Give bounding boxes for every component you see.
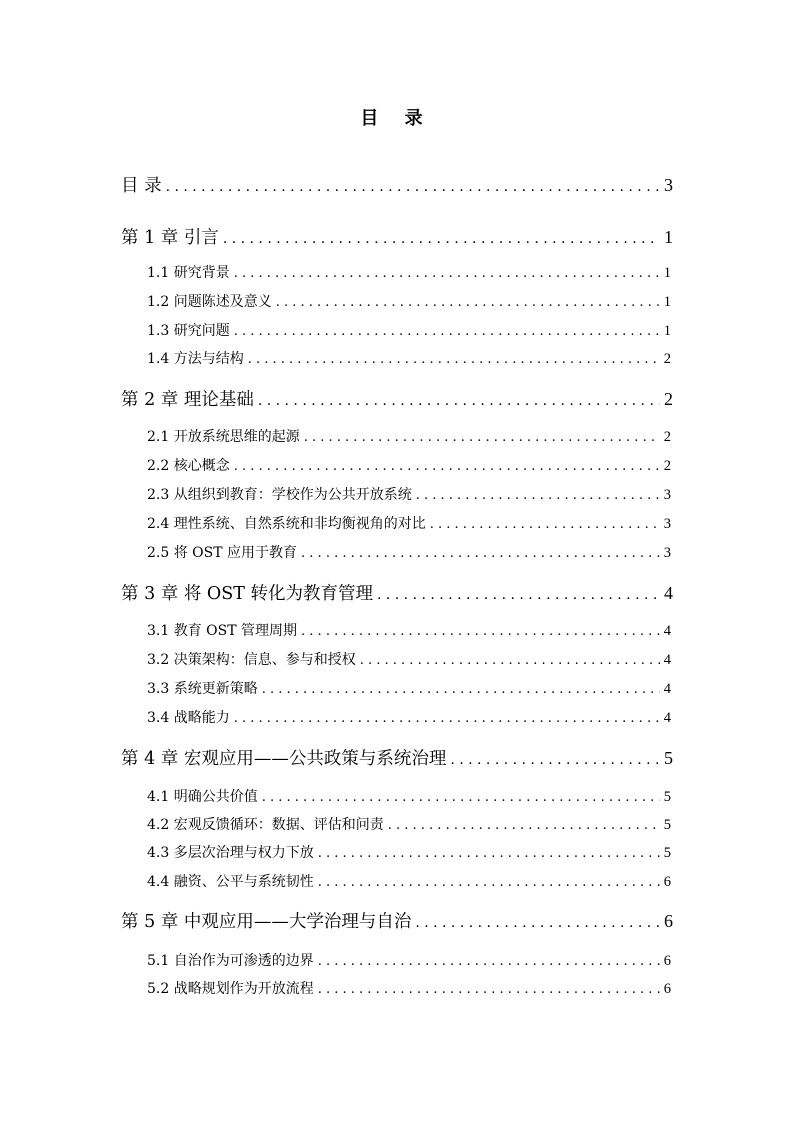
toc-entry-label: 3.3 系统更新策略 [147,681,258,697]
toc-title: 目 录 [360,108,433,129]
toc-entry[interactable] [147,320,671,340]
toc-entry[interactable] [121,580,673,605]
toc-entry-page: 2 [664,389,673,409]
dot-leader [304,430,660,445]
toc-entry[interactable] [147,786,671,806]
toc-entry-label: 目 录 [121,176,162,196]
toc-entry-page: 4 [663,710,671,726]
toc-entry[interactable] [121,386,673,411]
toc-entry-page: 4 [663,652,671,668]
toc-entry[interactable] [121,172,673,197]
toc-entry-page: 2 [663,351,671,367]
toc-entry[interactable] [147,426,671,446]
toc-entry[interactable] [121,745,673,770]
toc-entry[interactable] [147,291,671,311]
toc-entry[interactable] [147,513,671,533]
toc-entry-label: 4.4 融资、公平与系统韧性 [147,874,314,890]
toc-entry-page: 4 [664,583,673,603]
toc-entry-page: 1 [663,294,671,310]
toc-entry-page: 3 [663,516,671,532]
toc-entry-label: 2.3 从组织到教育：学校作为公共开放系统 [147,487,412,503]
toc-entry-page: 1 [663,323,671,339]
dot-leader [301,546,660,561]
toc-entry-page: 2 [663,458,671,474]
toc-entry-label: 5.2 战略规划作为开放流程 [147,981,314,997]
dot-leader [377,587,660,603]
toc-entry-page: 1 [664,227,673,247]
toc-entry-label: 第 4 章 宏观应用——公共政策与系统治理 [121,749,447,769]
dot-leader [318,875,660,890]
dot-leader [388,818,660,833]
dot-leader [416,488,660,503]
dot-leader [360,653,660,668]
dot-leader [415,915,660,931]
toc-entry-page: 3 [663,487,671,503]
dot-leader [301,624,660,639]
toc-entry-label: 2.4 理性系统、自然系统和非均衡视角的对比 [147,516,426,532]
dot-leader [276,295,660,310]
dot-leader [318,846,660,861]
toc-entry-label: 4.3 多层次治理与权力下放 [147,845,314,861]
toc-entry-label: 1.3 研究问题 [147,323,230,339]
dot-leader [262,790,660,805]
toc-entry-page: 2 [663,429,671,445]
dot-leader [234,324,660,339]
toc-entry-page: 5 [663,845,671,861]
dot-leader [430,517,660,532]
toc-entry[interactable] [147,871,671,891]
toc-entry-page: 5 [663,817,671,833]
dot-leader [450,752,660,768]
toc-entry[interactable] [121,224,673,249]
toc-entry-label: 1.2 问题陈述及意义 [147,294,272,310]
toc-entry-page: 5 [663,789,671,805]
dot-leader [234,459,660,474]
dot-leader [318,982,660,997]
toc-entry-page: 6 [663,981,671,997]
dot-leader [258,393,660,409]
toc-entry-page: 3 [664,175,673,195]
toc-entry-label: 4.2 宏观反馈循环：数据、评估和问责 [147,817,384,833]
toc-entry-page: 6 [663,874,671,890]
toc-entry-label: 1.4 方法与结构 [147,351,244,367]
toc-entry-label: 第 3 章 将 OST 转化为教育管理 [121,584,373,604]
toc-entry-page: 6 [663,953,671,969]
toc-entry[interactable] [147,262,671,282]
dot-leader [234,711,660,726]
toc-entry[interactable] [147,842,671,862]
toc-entry-page: 3 [663,545,671,561]
toc-entry[interactable] [147,348,671,368]
toc-entry[interactable] [147,484,671,504]
toc-entry-label: 3.1 教育 OST 管理周期 [147,623,298,639]
dot-leader [166,179,660,195]
toc-entry-page: 4 [663,623,671,639]
toc-entry-label: 第 1 章 引言 [121,228,219,248]
toc-entry[interactable] [147,455,671,475]
toc-entry-label: 1.1 研究背景 [147,265,230,281]
toc-entry[interactable] [147,649,671,669]
toc-entry-page: 6 [664,911,673,931]
toc-entry-page: 1 [663,265,671,281]
dot-leader [248,352,660,367]
dot-leader [223,231,660,247]
toc-entry-label: 第 5 章 中观应用——大学治理与自治 [121,912,412,932]
toc-entry-label: 2.1 开放系统思维的起源 [147,429,300,445]
toc-entry-label: 2.2 核心概念 [147,458,230,474]
toc-entry[interactable] [121,908,673,933]
toc-entry-label: 3.2 决策架构：信息、参与和授权 [147,652,356,668]
toc-entry[interactable] [147,620,671,640]
toc-entry-label: 3.4 战略能力 [147,710,230,726]
toc-entry[interactable] [147,542,671,562]
toc-entry-label: 第 2 章 理论基础 [121,390,254,410]
toc-entry-label: 5.1 自治作为可渗透的边界 [147,953,314,969]
toc-entry[interactable] [147,978,671,998]
toc-entry-label: 4.1 明确公共价值 [147,789,258,805]
toc-entry-label: 2.5 将 OST 应用于教育 [147,545,298,561]
toc-entry[interactable] [147,678,671,698]
toc-entry[interactable] [147,707,671,727]
dot-leader [234,266,660,281]
toc-entry-page: 5 [664,748,673,768]
dot-leader [262,682,660,697]
toc-entry[interactable] [147,814,671,834]
dot-leader [318,954,660,969]
toc-entry-page: 4 [663,681,671,697]
toc-entry[interactable] [147,950,671,970]
